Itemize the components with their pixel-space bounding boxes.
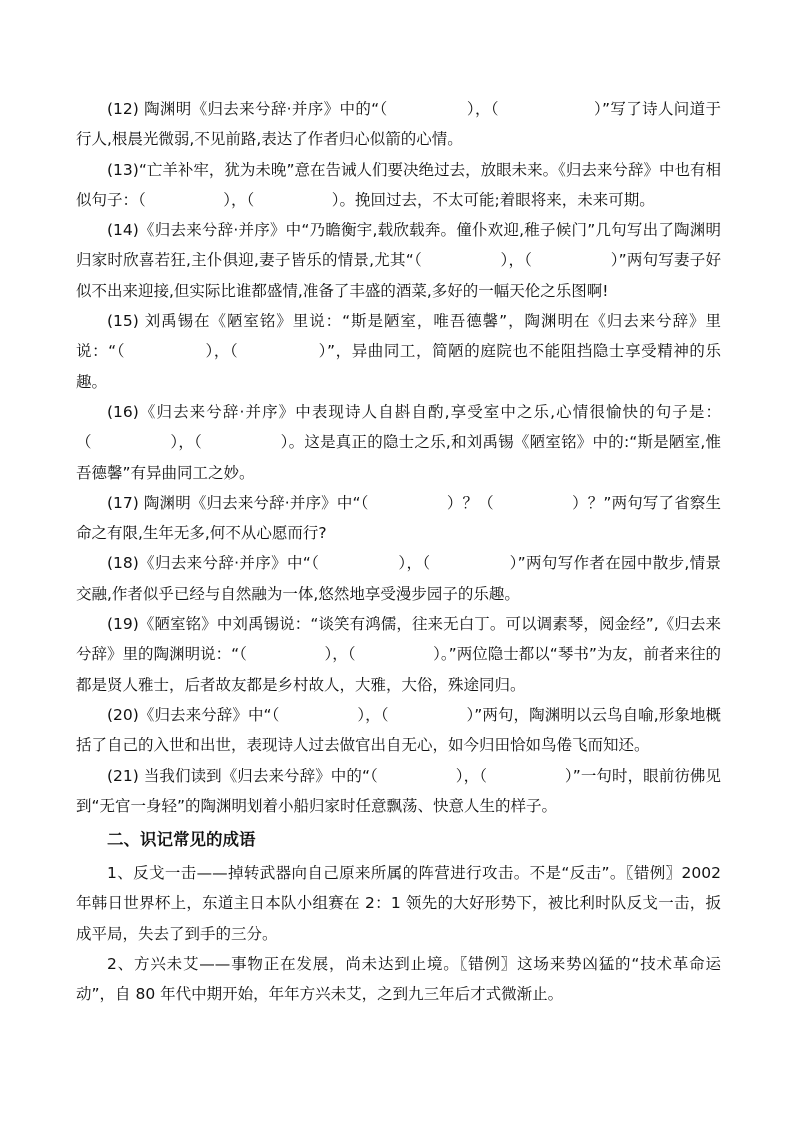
- question-21: (21) 当我们读到《归去来兮辞》中的“（ ），（ ）”一句时，眼前彷佛见到“无官一身轻”的陶渊明划着小船归家时任意飘荡、快意人生的样子。: [76, 766, 721, 815]
- question-14: (14)《归去来兮辞·并序》中“乃瞻衡宇,载欣载奔。僮仆欢迎,稚子候门”几句写出了陶渊明归家时欣喜若狂,主仆俱迎,妻子皆乐的情景,尤其“（ ），（ ）”两句写妻子好似不出来迎接,但实际比谁都盛情,准备了丰盛的酒菜,多好的一幅天伦之乐图啊!: [76, 221, 721, 300]
- question-16: (16)《归去来兮辞·并序》中表现诗人自斟自酌,享受室中之乐,心情很愉快的句子是：（ ），（ ）。这是真正的隐士之乐,和刘禹锡《陋室铭》中的:“斯是陋室,惟吾德馨”有异曲同工之妙。: [76, 402, 721, 482]
- idiom-1: 1、反戈一击——掉转武器向自己原来所属的阵营进行攻击。不是“反击”。〖错例〗2002年韩日世界杯上，东道主日本队小组赛在 2：1 领先的大好形势下，被比利时队反戈一击，扳成平局，失去了到手的三分。: [76, 864, 721, 943]
- question-18: (18)《归去来兮辞·并序》中“（ ），（ ）”两句写作者在园中散步,情景交融,作者似乎已经与自然融为一体,悠然地享受漫步园子的乐趣。: [76, 554, 721, 603]
- idiom-2: 2、方兴未艾——事物正在发展，尚未达到止境。〖错例〗这场来势凶猛的“技术革命运动”，自 80 年代中期开始，年年方兴未艾，之到九三年后才式微渐止。: [76, 955, 721, 1004]
- question-15: (15) 刘禹锡在《陋室铭》里说：“斯是陋室，唯吾德馨”，陶渊明在《归去来兮辞》里说：“（ ），（ ）”，异曲同工，简陋的庭院也不能阻挡隐士享受精神的乐趣。: [76, 312, 721, 391]
- question-12: (12) 陶渊明《归去来兮辞·并序》中的“（ ），（ ）”写了诗人问道于行人,根晨光微弱,不见前路,表达了作者归心似箭的心情。: [76, 100, 721, 149]
- question-19: (19)《陋室铭》中刘禹锡说：“谈笑有鸿儒，往来无白丁。可以调素琴，阅金经”,《归去来兮辞》里的陶渊明说：“（ ），（ ）。”两位隐士都以“琴书”为友，前者来往的都是贤人雅士，后者故友都是乡村故人，大雅，大俗，殊途同归。: [76, 615, 721, 694]
- question-20: (20)《归去来兮辞》中“（ ），（ ）”两句，陶渊明以云鸟自喻,形象地概括了自己的入世和出世，表现诗人过去做官出自无心，如今归田恰如鸟倦飞而知还。: [76, 705, 721, 755]
- question-17: (17) 陶渊明《归去来兮辞·并序》中“（ ）？（ ）？”两句写了省察生命之有限,生年无多,何不从心愿而行?: [76, 493, 721, 543]
- section-heading: 二、识记常见的成语: [107, 830, 256, 850]
- question-13: (13)“亡羊补牢，犹为未晚”意在告诫人们要决绝过去，放眼未来。《归去来兮辞》中也有相似句子：（ ），（ ）。挽回过去，不太可能;着眼将来，未来可期。: [76, 160, 721, 209]
- document-body: [76, 94, 721, 1010]
